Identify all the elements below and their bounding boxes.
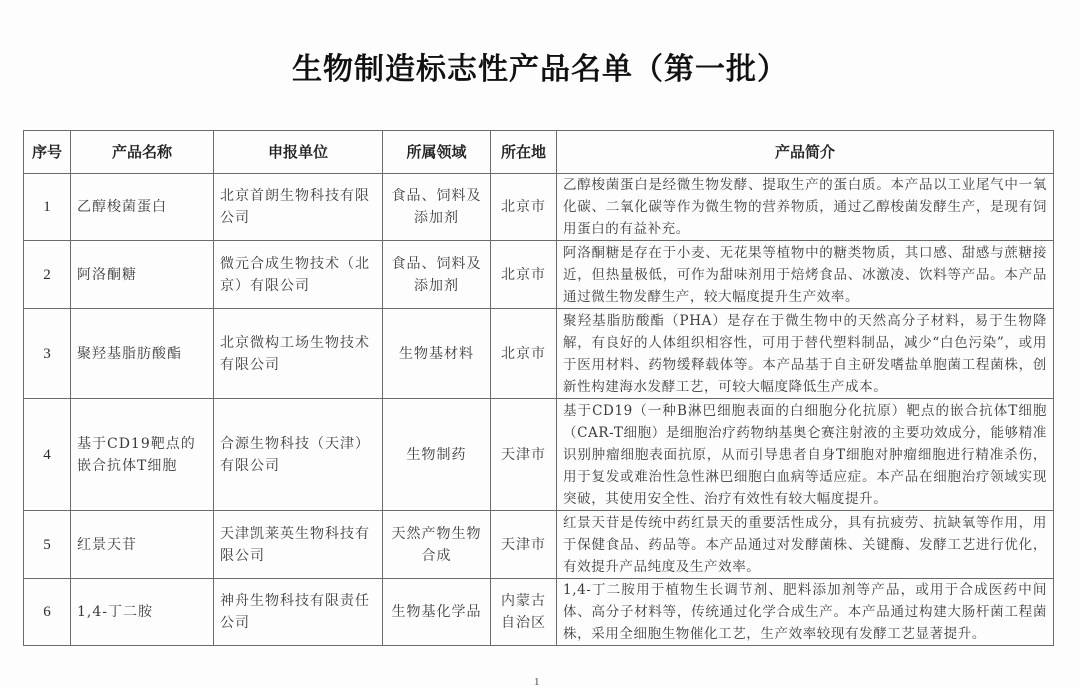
cell-description: 乙醇梭菌蛋白是经微生物发酵、提取生产的蛋白质。本产品以工业尾气中一氧化碳、二氧化碳等作为微生物的营养物质，通过乙醇梭菌发酵生产，是现有饲用蛋白的有益补充。 (557, 174, 1054, 241)
cell-product-name: 聚羟基脂肪酸酯 (71, 309, 214, 399)
header-product-name: 产品名称 (71, 131, 214, 174)
table-row (24, 399, 1054, 511)
cell-product-name: 基于CD19靶点的嵌合抗体T细胞 (71, 399, 214, 511)
cell-num: 1 (24, 174, 71, 241)
cell-applicant: 微元合成生物技术（北京）有限公司 (214, 241, 383, 309)
cell-num: 3 (24, 309, 71, 399)
cell-product-name: 红景天苷 (71, 511, 214, 579)
cell-product-name: 乙醇梭菌蛋白 (71, 174, 214, 241)
cell-location: 天津市 (491, 511, 557, 579)
table-row (24, 511, 1054, 579)
cell-location: 北京市 (491, 241, 557, 309)
cell-location: 北京市 (491, 174, 557, 241)
cell-description: 聚羟基脂肪酸酯（PHA）是存在于微生物中的天然高分子材料，易于生物降解，有良好的人体组织相容性，可用于替代塑料制品，减少“白色污染”，或用于医用材料、药物缓释载体等。本产品基于自主研发嗜盐单胞菌工程菌株，创新性构建海水发酵工艺，可较大幅度降低生产成本。 (557, 309, 1054, 399)
cell-product-name: 阿洛酮糖 (71, 241, 214, 309)
table-row (24, 241, 1054, 309)
header-description: 产品简介 (557, 131, 1054, 174)
cell-applicant: 神舟生物科技有限责任公司 (214, 579, 383, 646)
cell-num: 6 (24, 579, 71, 646)
cell-description: 基于CD19（一种B淋巴细胞表面的白细胞分化抗原）靶点的嵌合抗体T细胞（CAR-T细胞）是细胞治疗药物纳基奥仑赛注射液的主要功效成分，能够精准识别肿瘤细胞表面抗原，从而引导患者自身T细胞对肿瘤细胞进行精准杀伤，用于复发或难治性急性淋巴细胞白血病等适应症。本产品在细胞治疗领域实现突破，其使用安全性、治疗有效性有较大幅度提升。 (557, 399, 1054, 511)
cell-num: 5 (24, 511, 71, 579)
table-header-row (24, 131, 1054, 174)
document-title: 生物制造标志性产品名单（第一批） (292, 52, 788, 87)
cell-applicant: 北京首朗生物科技有限公司 (214, 174, 383, 241)
cell-field: 生物基化学品 (383, 579, 491, 646)
header-num: 序号 (24, 131, 71, 174)
cell-field: 天然产物生物合成 (383, 511, 491, 579)
cell-num: 2 (24, 241, 71, 309)
cell-applicant: 北京微构工场生物技术有限公司 (214, 309, 383, 399)
cell-num: 4 (24, 399, 71, 511)
cell-product-name: 1,4-丁二胺 (71, 579, 214, 646)
header-location: 所在地 (491, 131, 557, 174)
cell-description: 1,4-丁二胺用于植物生长调节剂、肥料添加剂等产品，或用于合成医药中间体、高分子材料等，传统通过化学合成生产。本产品通过构建大肠杆菌工程菌株，采用全细胞生物催化工艺，生产效率较现有发酵工艺显著提升。 (557, 579, 1054, 646)
cell-description: 阿洛酮糖是存在于小麦、无花果等植物中的糖类物质，其口感、甜感与蔗糖接近，但热量极低，可作为甜味剂用于焙烤食品、冰激凌、饮料等产品。本产品通过微生物发酵生产，较大幅度提升生产效率。 (557, 241, 1054, 309)
cell-location: 天津市 (491, 399, 557, 511)
header-field: 所属领域 (383, 131, 491, 174)
table-row (24, 579, 1054, 646)
cell-applicant: 合源生物科技（天津）有限公司 (214, 399, 383, 511)
cell-location: 北京市 (491, 309, 557, 399)
cell-description: 红景天苷是传统中药红景天的重要活性成分，具有抗疲劳、抗缺氧等作用，用于保健食品、药品等。本产品通过对发酵菌株、关键酶、发酵工艺进行优化，有效提升产品纯度及生产效率。 (557, 511, 1054, 579)
cell-field: 食品、饲料及添加剂 (383, 174, 491, 241)
header-applicant: 申报单位 (214, 131, 383, 174)
cell-field: 生物制药 (383, 399, 491, 511)
product-list-table (23, 130, 1054, 646)
table-row (24, 309, 1054, 399)
cell-field: 食品、饲料及添加剂 (383, 241, 491, 309)
table-row (24, 174, 1054, 241)
cell-field: 生物基材料 (383, 309, 491, 399)
cell-applicant: 天津凯莱英生物科技有限公司 (214, 511, 383, 579)
cell-location: 内蒙古自治区 (491, 579, 557, 646)
page-number: 1 (534, 676, 540, 688)
